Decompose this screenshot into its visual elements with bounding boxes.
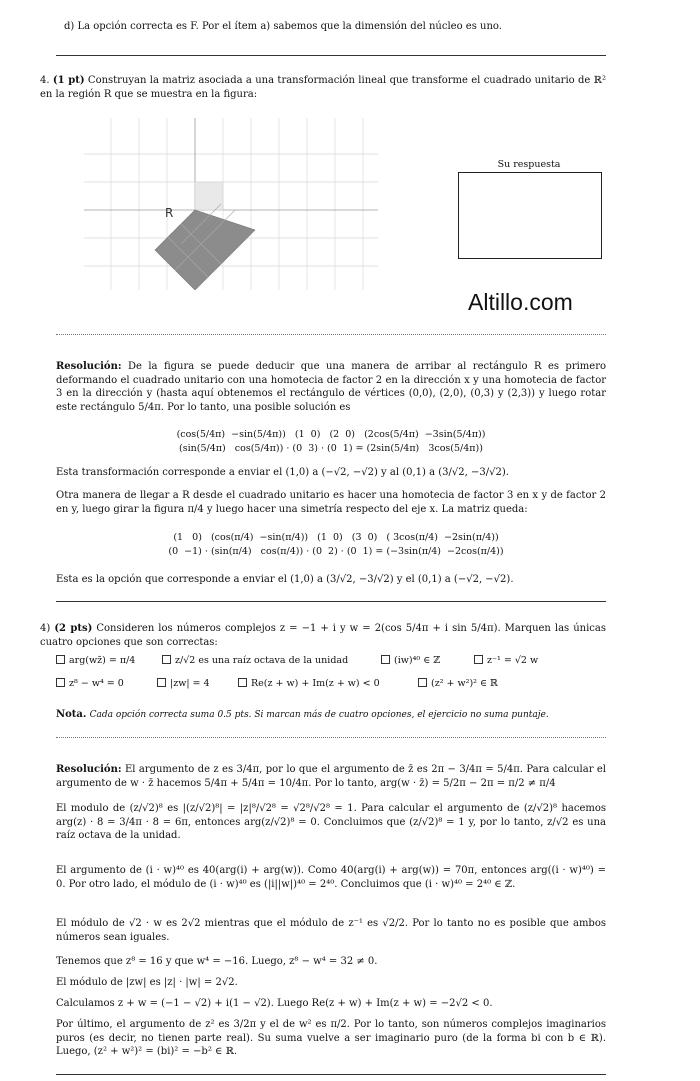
q4b-r2: El modulo de (z/√2)⁸ es |(z/√2)⁸| = |z|⁸/√2⁸ = √2⁸/√2⁸ = 1. Para calcular el argumento de (z/√2)⁸ hacemos arg(z) · 8 = 3/4π · 8 = 6π, entonces arg(z/√2)⁸ = 0. Concluimos que (z/√2)⁸ = 1 y, por lo tanto, z/√2 es una raíz octava de la unidad. [56,803,606,841]
q4b-r3: El argumento de (i · w)⁴⁰ es 40(arg(i) + arg(w)). Como 40(arg(i) + arg(w)) = 70π, entonces arg((i · w)⁴⁰) = 0. Por otro lado, el módulo de (i · w)⁴⁰ es (|i||w|)⁴⁰ = 2⁴⁰. Concluimos que (i · w)⁴⁰ = 2⁴⁰ ∈ ℤ. [56,865,606,890]
checkbox[interactable] [418,678,427,687]
q4-statement-text: Construyan la matriz asociada a una transformación lineal que transforme el cuadrado unitario de ℝ² en la región R que se muestra en la figura: [40,75,606,100]
checkbox[interactable] [157,678,166,687]
option-2-label: z/√2 es una raíz octava de la unidad [175,655,349,666]
q4b-r6: El módulo de |zw| es |z| · |w| = 2√2. [56,977,238,988]
checkbox[interactable] [162,655,171,664]
nota [56,708,606,723]
q4b-r1: El argumento de z es 3/4π, por lo que el argumento de z̄ es 2π − 3/4π = 5/4π. Para calcular el argumento de w · z̄ hacemos 5/4π + 5/4π = 10/4π. Por lo tanto, arg(w · z̄) = 5/2π − 2π = π/2 ≠ π/4 [56,764,606,789]
option-1-label: arg(wz̄) = π/4 [69,655,136,666]
nota-text: Cada opción correcta suma 0.5 pts. Si marcan más de cuatro opciones, el ejercicio no suma puntaje. [89,710,549,720]
q4-text3: Otra manera de llegar a R desde el cuadrado unitario es hacer una homotecia de factor 3 en x y de factor 2 en y, luego girar la figura π/4 y luego hacer una simetría respecto del eje x. La matriz queda: [56,490,606,515]
q4-text2: Esta transformación corresponde a enviar el (1,0) a (−√2, −√2) y al (0,1) a (3/√2, −3/√2). [56,467,509,478]
option-4[interactable] [474,655,538,666]
q4b-r7: Calculamos z + w = (−1 − √2) + i(1 − √2). Luego Re(z + w) + Im(z + w) = −2√2 < 0. [56,998,493,1009]
nota-label: Nota. [56,709,87,720]
option-8[interactable] [418,678,498,689]
option-6[interactable] [157,678,210,689]
option-3-label: (iw)⁴⁰ ∈ ℤ [394,655,441,666]
q4b-resolution-1 [56,763,606,790]
divider-middle [56,601,606,602]
option-4-label: z⁻¹ = √2 w [487,655,539,666]
option-5-label: z⁸ − w⁴ = 0 [69,678,124,689]
option-7[interactable] [238,678,380,689]
figure-label-R: R [165,206,174,220]
q4-figure [84,118,378,290]
q4-res-text1: De la figura se puede deducir que una manera de arribar al rectángulo R es primero deformando el cuadrado unitario con una homotecia de factor 2 en la dirección x y una homotecia de factor 3 en la dirección y (hasta aquí obtenemos el rectángulo de vértices (0,0), (2,0), (0,3) y (2,3)) y luego rotar este rectángulo 5/4π. Por lo tanto, una posible solución es [56,361,606,413]
q4b-number: 4) [40,623,51,634]
answer-box[interactable] [458,172,602,259]
q4-number: 4. [40,75,50,86]
checkbox[interactable] [56,655,65,664]
q4b-dotted-line [56,737,606,738]
option-5[interactable] [56,678,124,689]
option-7-label: Re(z + w) + Im(z + w) < 0 [251,678,380,689]
divider-top [56,55,606,56]
checkbox[interactable] [56,678,65,687]
watermark: Altillo.com [468,289,573,315]
q4-points: (1 pt) [52,75,85,86]
q4-text4: Esta es la opción que corresponde a enviar el (1,0) a (3/√2, −3/√2) y el (0,1) a (−√2, −√2). [56,574,514,585]
option-8-label: (z² + w²)² ∈ ℝ [431,678,498,689]
option-3[interactable] [381,655,440,666]
q4-res-label: Resolución: [56,361,122,372]
q4b-r5: Tenemos que z⁸ = 16 y que w⁴ = −16. Luego, z⁸ − w⁴ = 32 ≠ 0. [56,956,378,967]
option-2[interactable] [162,655,348,666]
option-1[interactable] [56,655,135,666]
region-R [155,210,255,290]
q4b-statement-text: Consideren los números complejos z = −1 + i y w = 2(cos 5/4π + i sin 5/4π). Marquen las únicas cuatro opciones que son correctas: [40,623,606,648]
q4b-r8: Por último, el argumento de z² es 3/2π y el de w² es π/2. Por lo tanto, son números complejos imaginarios puros (es decir, no tienen parte real). Su suma vuelve a ser imaginario puro (de la forma bi con b ∈ ℝ). Luego, (z² + w²)² = (bi)² = −b² ∈ ℝ. [56,1019,606,1057]
item-d-text: d) La opción correcta es F. Por el ítem a) sabemos que la dimensión del núcleo es uno. [64,21,502,32]
q4-equation-1: (cos(5/4π) −sin(5/4π)) (1 0) (2 0) (2cos(5/4π) −3sin(5/4π)) (sin(5/4π) cos(5/4π)) · (0 3) · (0 1) = (2sin(5/4π) 3cos(5/4π)) [176,429,486,454]
q4-statement [40,74,606,101]
q4-dotted-line [56,334,606,335]
q4b-points: (2 pts) [54,623,93,634]
divider-bottom [56,1074,606,1075]
option-6-label: |zw| = 4 [170,678,210,689]
q4b-statement [40,622,606,649]
answer-box-title: Su respuesta [497,159,561,170]
checkbox[interactable] [238,678,247,687]
checkbox[interactable] [381,655,390,664]
checkbox[interactable] [474,655,483,664]
q4-resolution [56,360,606,414]
q4-equation-2: (1 0) (cos(π/4) −sin(π/4)) (1 0) (3 0) ( 3cos(π/4) −2sin(π/4)) (0 −1) · (sin(π/4) cos(π/4)) · (0 2) · (0 1) = (−3sin(π/4) −2cos(π/4)) [168,532,504,557]
q4b-res-label: Resolución: [56,764,122,775]
q4b-r4: El módulo de √2 · w es 2√2 mientras que el módulo de z⁻¹ es √2/2. Por lo tanto no es posible que ambos números sean iguales. [56,918,606,943]
